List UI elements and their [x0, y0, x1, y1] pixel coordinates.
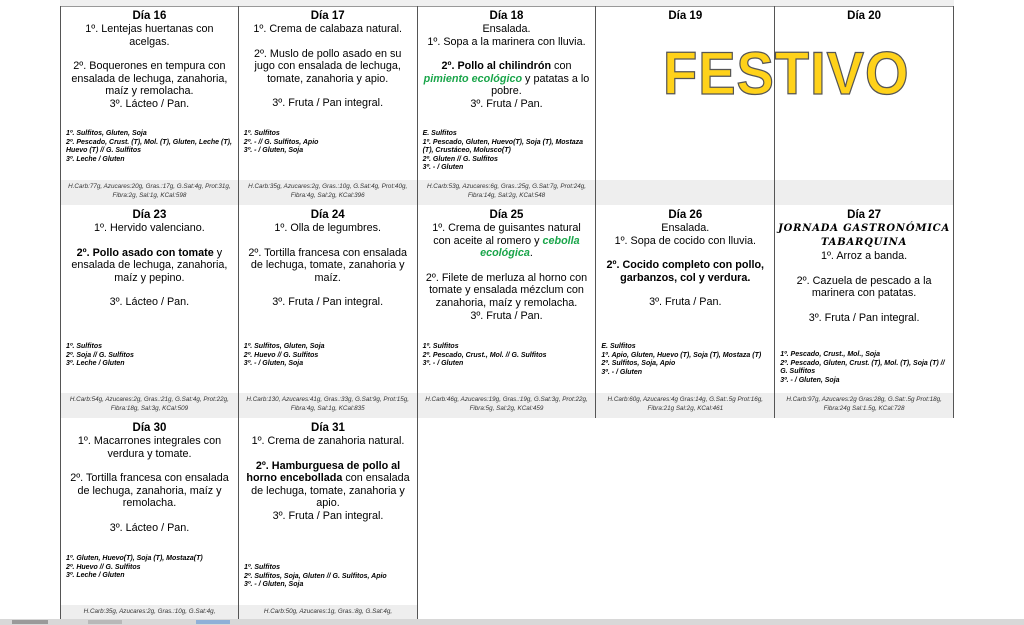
nutrition-bar-empty — [596, 180, 774, 205]
allergens — [66, 343, 235, 369]
dessert: 3º. Fruta / Pan integral. — [808, 311, 920, 324]
allergen-line: 1º. Sulfitos — [244, 564, 281, 571]
first-course: 1º. Macarrones integrales con verdura y tomate. — [77, 435, 222, 460]
eco-ingredient: cebolla ecológica — [480, 234, 580, 260]
first-course: 1º. Sopa de cocido con lluvia. — [614, 234, 756, 247]
second-course-main: 2º. Pollo asado con tomate — [76, 246, 214, 259]
allergen-line: 1º. Sulfitos — [66, 343, 103, 350]
second-course — [601, 259, 769, 284]
nutrition-info: H.Carb:130, Azucares:41g, Gras.:33g, G.Sat:9g, Prot:15g, Fibra:4g, Sal:1g, KCal:835 — [239, 393, 417, 418]
second-course-main: 2º. Pollo al chilindrón — [441, 60, 552, 73]
nutrition-info: H.Carb:77g, Azucares:20g, Gras.:17g, G.Sat:4g, Prot:31g, Fibra:2g, Sal:1g, KCal:598 — [61, 180, 238, 205]
first-course: 1º. Crema de calabaza natural. — [253, 23, 402, 35]
allergen-line: 1º. Sulfitos — [422, 343, 459, 350]
day-title: Día 20 — [847, 10, 882, 22]
scroll-marker — [88, 620, 122, 624]
day-title: Día 19 — [668, 10, 703, 22]
day-cell-26 — [596, 205, 775, 418]
allergen-line: 2º. Sulfitos, Soja, Apio — [601, 360, 676, 368]
dessert: 3º. Fruta / Pan integral. — [272, 509, 384, 522]
day-cell-16 — [60, 6, 239, 205]
menu-text — [61, 435, 238, 535]
dessert: 3º. Lácteo / Pan. — [109, 521, 190, 534]
first-course: 1º. Crema de zanahoria natural. — [251, 435, 405, 447]
day-cell-23 — [60, 205, 239, 418]
allergen-line: 3º. Leche / Gluten — [66, 155, 125, 163]
nutrition-info: H.Carb:53g, Azucares:6g, Gras.:25g, G.Sat:7g, Prot:24g, Fibra:14g, Sal:2g, KCal:548 — [418, 180, 596, 205]
day-title: Día 27 — [847, 209, 882, 221]
allergen-line: E. Sulfitos — [601, 343, 636, 350]
second-course-rest: con ensalada de lechuga, tomate, zanahoria y apio. — [251, 472, 410, 510]
dessert: 3º. Lácteo / Pan. — [109, 296, 190, 309]
allergens — [423, 343, 593, 369]
second-course — [244, 460, 412, 510]
nutrition-info: H.Carb:35g, Azucares:2g, Gras.:10g, G.Sat:4g, Prot:40g, Fibra:4g, Sal:2g, KCal:396 — [239, 180, 417, 205]
menu-text — [61, 222, 238, 309]
day-cell-17 — [239, 6, 418, 205]
day-title: Día 26 — [668, 209, 703, 221]
day-cell-27 — [775, 205, 954, 418]
second-course-main: 2º. Cocido completo con pollo, garbanzos, col y verdura. — [606, 259, 765, 284]
second-course: 2º. Tortilla francesa con ensalada de lechuga, zanahoria, maíz y remolacha. — [70, 472, 229, 510]
allergen-line: 1º. Sulfitos — [243, 130, 280, 137]
allergens — [244, 564, 414, 590]
day-title: Día 16 — [132, 10, 167, 22]
second-course — [423, 60, 591, 98]
salad-starter: Ensalada. — [661, 222, 710, 234]
menu-text — [596, 222, 774, 309]
day-cell-25 — [418, 205, 597, 418]
allergen-line: 1º. Gluten, Huevo(T), Soja (T), Mostaza(T) — [66, 555, 203, 562]
dessert: 3º. Fruta / Pan integral. — [272, 296, 384, 309]
nutrition-bar-empty — [775, 180, 953, 205]
day-cell-24 — [239, 205, 418, 418]
allergens — [244, 343, 414, 369]
day-title: Día 30 — [132, 422, 167, 434]
allergens — [244, 130, 414, 156]
menu-text — [61, 23, 238, 111]
dessert: 3º. Fruta / Pan. — [649, 296, 722, 309]
allergens — [780, 351, 950, 385]
allergens — [66, 555, 235, 581]
allergen-line: 2º. - // G. Sulfitos, Apio — [243, 138, 319, 146]
horizontal-scrollbar[interactable] — [0, 619, 1024, 625]
scroll-marker — [196, 620, 230, 624]
allergen-line: 2º. Gluten // G. Sulfitos — [422, 155, 498, 163]
day-cell-18 — [418, 6, 597, 205]
allergens — [601, 343, 771, 377]
event-title: JORNADA GASTRONÓMICA TABARQUINA — [778, 223, 951, 248]
nutrition-info: H.Carb:50g, Azucares:1g, Gras.:8g, G.Sat:4g, — [239, 605, 417, 619]
allergen-line: 3º. Leche / Gluten — [66, 360, 125, 368]
second-course-rest: y patatas a lo pobre. — [491, 72, 590, 98]
second-course: 2º. Tortilla francesa con ensalada de lechuga, tomate, zanahoria y maíz. — [248, 246, 407, 284]
second-course: 2º. Boquerones en tempura con ensalada de lechuga, zanahoria, maíz y remolacha. — [71, 60, 228, 98]
allergens — [423, 130, 593, 173]
allergen-line: 3º. - / Gluten, Soja — [780, 376, 840, 384]
allergen-line: 2º. Huevo // G. Sulfitos — [66, 563, 141, 571]
allergen-line: E. Sulfitos — [422, 130, 457, 137]
allergens — [66, 130, 235, 164]
first-course — [423, 222, 591, 260]
nutrition-info: H.Carb:35g, Azucares:2g, Gras.:10g, G.Sat:4g, — [61, 605, 238, 619]
eco-ingredient: pimiento ecológico — [423, 72, 523, 85]
allergen-line: 3º. - / Gluten — [422, 164, 464, 172]
allergen-line: 2º. Huevo // G. Sulfitos — [243, 351, 319, 359]
allergen-line: 1º. Sulfitos, Gluten, Soja — [66, 130, 147, 137]
second-course-rest: y ensalada de lechuga, zanahoria, maíz y pepino. — [71, 246, 228, 284]
first-course: 1º. Hervido valenciano. — [94, 222, 205, 234]
dessert: 3º. Lácteo / Pan. — [109, 97, 190, 110]
menu-text — [418, 23, 596, 111]
menu-text — [239, 222, 417, 309]
first-course: 1º. Olla de legumbres. — [274, 222, 381, 234]
day-title: Día 31 — [311, 422, 345, 434]
menu-text — [239, 435, 417, 523]
allergen-line: 1º. Pescado, Gluten, Huevo(T), Soja (T), Mostaza (T), Crustáceo, Molusco(T) — [422, 138, 584, 155]
menu-text — [418, 222, 596, 322]
allergen-line: 3º. - / Gluten — [601, 368, 643, 376]
allergen-line: 1º. Pescado, Crust., Mol., Soja — [780, 351, 880, 358]
allergen-line: 2º. Sulfitos, Soja, Gluten // G. Sulfitos, Apio — [244, 572, 387, 580]
first-course-end: . — [529, 247, 533, 260]
holiday-banner: FESTIVO — [663, 39, 910, 108]
allergen-line: 2º. Pescado, Gluten, Crust. (T), Mol. (T), Soja (T) // G. Sulfitos — [780, 359, 945, 376]
week-row-2 — [60, 205, 954, 418]
second-course: 2º. Muslo de pollo asado en su jugo con ensalada de lechuga, tomate, zanahoria y apio. — [253, 47, 402, 85]
allergen-line: 2º. Pescado, Crust. (T), Mol. (T), Gluten, Leche (T), Huevo (T) // G. Sulfitos — [66, 138, 232, 155]
week-row-3 — [60, 418, 954, 619]
allergen-line: 2º. Pescado, Crust., Mol. // G. Sulfitos — [422, 351, 547, 359]
day-title: Día 23 — [132, 209, 167, 221]
nutrition-info: H.Carb:46g, Azucares:19g, Gras.:19g, G.Sat:3g, Prot:22g, Fibra:5g, Sal:2g, KCal:459 — [418, 393, 596, 418]
salad-starter: Ensalada. — [482, 23, 531, 35]
day-cell-31 — [239, 418, 418, 619]
second-course — [66, 247, 233, 285]
first-course: 1º. Sopa a la marinera con lluvia. — [427, 35, 586, 48]
second-course-connector: con — [551, 60, 572, 73]
menu-text — [239, 23, 417, 110]
dessert: 3º. Fruta / Pan integral. — [272, 97, 384, 110]
nutrition-info: H.Carb:54g, Azucares:2g, Gras.:21g, G.Sat:4g, Prot:22g, Fibra:18g, Sal:3g, KCal:509 — [61, 393, 238, 418]
allergen-line: 3º. - / Gluten, Soja — [244, 581, 304, 589]
scroll-thumb[interactable] — [12, 620, 48, 624]
allergen-line: 3º. Leche / Gluten — [66, 572, 125, 580]
allergen-line: 3º. - / Gluten — [422, 360, 464, 368]
day-title: Día 17 — [310, 10, 345, 22]
day-title: Día 25 — [489, 209, 524, 221]
allergen-line: 3º. - / Gluten, Soja — [243, 360, 304, 368]
first-course: 1º. Lentejas huertanas con acelgas. — [85, 23, 214, 48]
nutrition-info: H.Carb:97g, Azucares:2g Gras:28g, G.Sat:.5g Prot:18g, Fibra:24g Sal:1.5g, KCal:728 — [775, 393, 953, 418]
allergen-line: 1º. Apio, Gluten, Huevo (T), Soja (T), Mostaza (T) — [601, 351, 762, 359]
second-course: 2º. Filete de merluza al horno con tomate y ensalada mézclum con zanahoria, maíz y remolacha. — [425, 271, 588, 309]
first-course-main: 1º. Crema de guisantes natural con aceite al romero y — [432, 222, 581, 247]
day-cell-30 — [60, 418, 239, 619]
dessert: 3º. Fruta / Pan. — [470, 309, 543, 322]
first-course: 1º. Arroz a banda. — [820, 250, 908, 262]
allergen-line: 2º. Soja // G. Sulfitos — [66, 351, 134, 359]
allergen-line: 1º. Sulfitos, Gluten, Soja — [243, 343, 325, 350]
second-course-main: 2º. Hamburguesa de pollo al horno encebollada — [246, 459, 401, 485]
day-title: Día 24 — [310, 209, 345, 221]
dessert: 3º. Fruta / Pan. — [470, 97, 543, 110]
day-title: Día 18 — [489, 10, 524, 22]
allergen-line: 3º. - / Gluten, Soja — [243, 147, 304, 155]
second-course: 2º. Cazuela de pescado a la marinera con patatas. — [796, 274, 932, 300]
menu-text — [775, 250, 953, 324]
nutrition-info: H.Carb:60g, Azucares:4g Gras:14g, G.Sat:.5g Prot:16g, Fibra:21g Sal:2g, KCal:461 — [596, 393, 774, 418]
